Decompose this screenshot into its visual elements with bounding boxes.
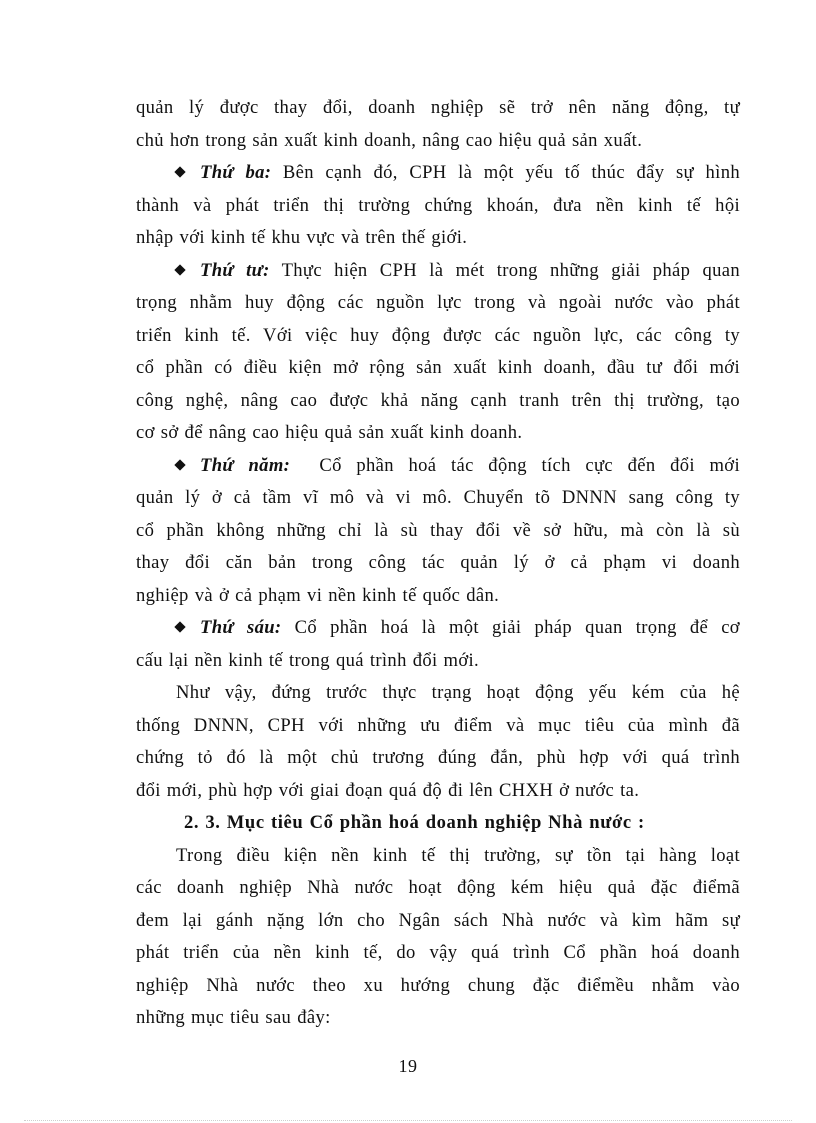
list-item-thu-ba — [136, 157, 740, 190]
list-item-text: Cổ phần hoá là một giải pháp quan trọng để cơ — [294, 617, 740, 638]
list-item-text: Thực hiện CPH là mét trong những giải pháp quan — [281, 259, 741, 281]
list-item-thu-tu — [136, 255, 740, 288]
list-item-lead: Thứ ba: — [200, 162, 272, 183]
list-item-lead: Thứ sáu: — [200, 617, 282, 638]
paragraph-line: thay đổi căn bản trong công tác quản lý ở cả phạm vi doanh — [136, 552, 740, 573]
paragraph-line: chứng tỏ đó là một chủ trương đúng đắn, phù hợp với quá trình — [136, 747, 740, 768]
paragraph-line: cổ phần có điều kiện mở rộng sản xuất kinh doanh, đầu tư đổi mới — [136, 357, 740, 378]
page-number: 19 — [398, 1056, 418, 1076]
list-item-text: Bên cạnh đó, CPH là một yếu tố thúc đẩy sự hình — [282, 162, 740, 183]
diamond-bullet-icon — [174, 264, 185, 275]
paragraph-line: nhập với kinh tế khu vực và trên thế giới. — [136, 227, 468, 248]
paragraph-line: triển kinh tế. Với việc huy động được các nguồn lực, các công ty — [136, 324, 740, 346]
section-heading: 2. 3. Mục tiêu Cổ phần hoá doanh nghiệp Nhà nước : — [184, 812, 645, 833]
list-item-lead: Thứ năm: — [200, 454, 291, 476]
list-item-thu-nam — [136, 450, 740, 483]
paragraph-line: Như vậy, đứng trước thực trạng hoạt động yếu kém của hệ — [176, 682, 740, 703]
paragraph-line: cơ sở để nâng cao hiệu quả sản xuất kinh doanh. — [136, 422, 523, 443]
paragraph-line: nghiệp và ở cả phạm vi nền kinh tế quốc dân. — [136, 584, 500, 606]
paragraph-line: thành và phát triển thị trường chứng khoán, đưa nền kinh tế hội — [136, 194, 740, 216]
paragraph-line: cổ phần không những chỉ là sù thay đổi về sở hữu, mà còn là sù — [136, 519, 740, 541]
page-footer-divider — [24, 1120, 792, 1121]
paragraph-line: phát triển của nền kinh tế, do vậy quá trình Cổ phần hoá doanh — [136, 942, 740, 963]
paragraph-line: quản lý ở cả tầm vĩ mô và vi mô. Chuyển tõ DNNN sang công ty — [136, 487, 740, 508]
document-body — [136, 92, 740, 1035]
paragraph-line: Trong điều kiện nền kinh tế thị trường, sự tồn tại hàng loạt — [176, 844, 740, 866]
list-item-thu-sau — [136, 612, 740, 645]
list-item-lead: Thứ tư: — [200, 259, 270, 281]
paragraph-line: các doanh nghiệp Nhà nước hoạt động kém hiệu quả đặc điểmã — [136, 877, 740, 898]
diamond-bullet-icon — [174, 459, 185, 470]
paragraph-line: chủ hơn trong sản xuất kinh doanh, nâng cao hiệu quả sản xuất. — [136, 129, 643, 151]
paragraph-line: đổi mới, phù hợp với giai đoạn quá độ đi lên CHXH ở nước ta. — [136, 779, 640, 801]
diamond-bullet-icon — [174, 166, 185, 177]
paragraph-line: những mục tiêu sau đây: — [136, 1007, 331, 1028]
paragraph-line: nghiệp Nhà nước theo xu hướng chung đặc điểmều nhằm vào — [136, 974, 740, 996]
paragraph-line: trọng nhằm huy động các nguồn lực trong và ngoài nước vào phát — [136, 292, 740, 313]
list-item-text: Cổ phần hoá tác động tích cực đến đổi mới — [319, 454, 740, 476]
paragraph-line: thống DNNN, CPH với những ưu điểm và mục tiêu của mình đã — [136, 714, 740, 736]
paragraph-line: đem lại gánh nặng lớn cho Ngân sách Nhà nước và kìm hãm sự — [136, 909, 740, 931]
paragraph-line: công nghệ, nâng cao được khả năng cạnh tranh trên thị trường, tạo — [136, 389, 740, 411]
paragraph-line: quản lý được thay đổi, doanh nghiệp sẽ trở nên năng động, tự — [136, 97, 740, 118]
diamond-bullet-icon — [174, 621, 185, 632]
paragraph-line: cấu lại nền kinh tế trong quá trình đổi mới. — [136, 649, 480, 671]
